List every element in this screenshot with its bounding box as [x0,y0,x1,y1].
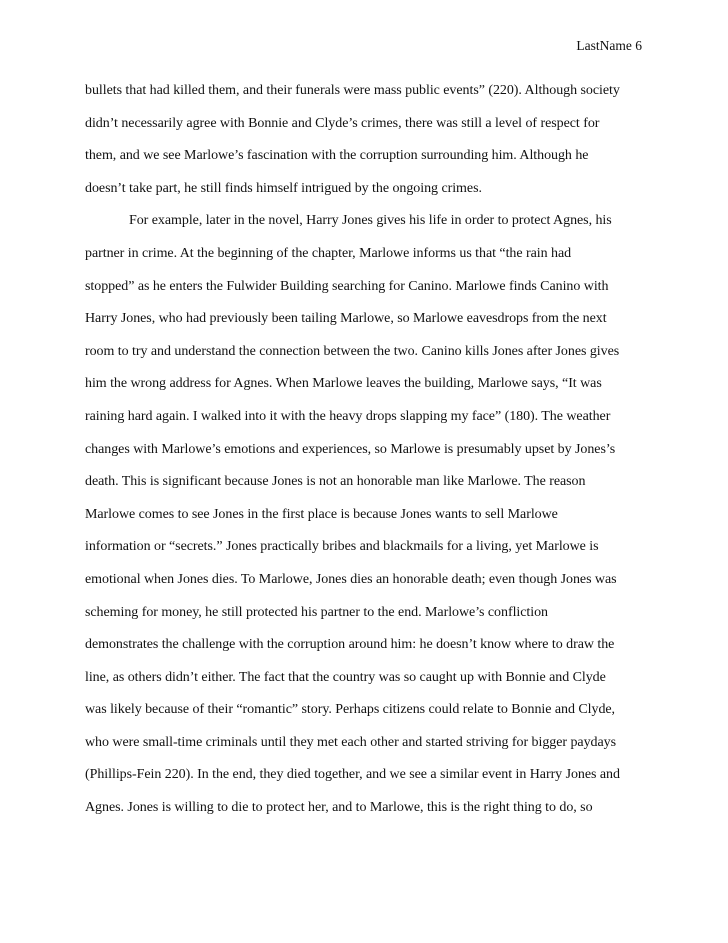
text-line: raining hard again. I walked into it with the heavy drops slapping my face” (180). The weather [85,408,611,424]
text-line: information or “secrets.” Jones practically bribes and blackmails for a living, yet Marlowe is [85,539,599,555]
paragraph-first-line: For example, later in the novel, Harry Jones gives his life in order to protect Agnes, his [129,213,612,229]
text-line: doesn’t take part, he still finds himself intrigued by the ongoing crimes. [85,180,482,196]
body-text [85,82,645,832]
text-line: partner in crime. At the beginning of the chapter, Marlowe informs us that “the rain had [85,245,572,261]
text-line: Agnes. Jones is willing to die to protect her, and to Marlowe, this is the right thing to do, so [85,800,593,816]
text-line: (Phillips-Fein 220). In the end, they died together, and we see a similar event in Harry Jones and [85,767,620,783]
text-line: bullets that had killed them, and their funerals were mass public events” (220). Although society [85,83,620,98]
text-line: changes with Marlowe’s emotions and experiences, so Marlowe is presumably upset by Jones’s [85,441,616,457]
running-head: LastName 6 [576,38,642,53]
text-line: emotional when Jones dies. To Marlowe, Jones dies an honorable death; even though Jones was [85,571,617,587]
text-line: them, and we see Marlowe’s fascination with the corruption surrounding him. Although he [85,148,589,164]
text-line: didn’t necessarily agree with Bonnie and Clyde’s crimes, there was still a level of respect for [85,115,600,131]
text-line: stopped” as he enters the Fulwider Building searching for Canino. Marlowe finds Canino with [85,278,609,294]
text-line: Harry Jones, who had previously been tailing Marlowe, so Marlowe eavesdrops from the next [85,311,607,327]
text-line: Marlowe comes to see Jones in the first place is because Jones wants to sell Marlowe [85,506,558,522]
text-line: him the wrong address for Agnes. When Marlowe leaves the building, Marlowe says, “It was [85,376,602,392]
text-line: demonstrates the challenge with the corruption around him: he doesn’t know where to draw the [85,637,615,653]
text-line: who were small-time criminals until they met each other and started striving for bigger paydays [85,734,616,750]
text-line: was likely because of their “romantic” story. Perhaps citizens could relate to Bonnie and Clyde, [85,702,616,718]
text-line: death. This is significant because Jones is not an honorable man like Marlowe. The reason [85,474,586,490]
text-line: room to try and understand the connection between the two. Canino kills Jones after Jones gives [85,343,620,359]
text-line: line, as others didn’t either. The fact that the country was so caught up with Bonnie and Clyde [85,669,606,685]
text-line: scheming for money, he still protected his partner to the end. Marlowe’s confliction [85,604,548,620]
